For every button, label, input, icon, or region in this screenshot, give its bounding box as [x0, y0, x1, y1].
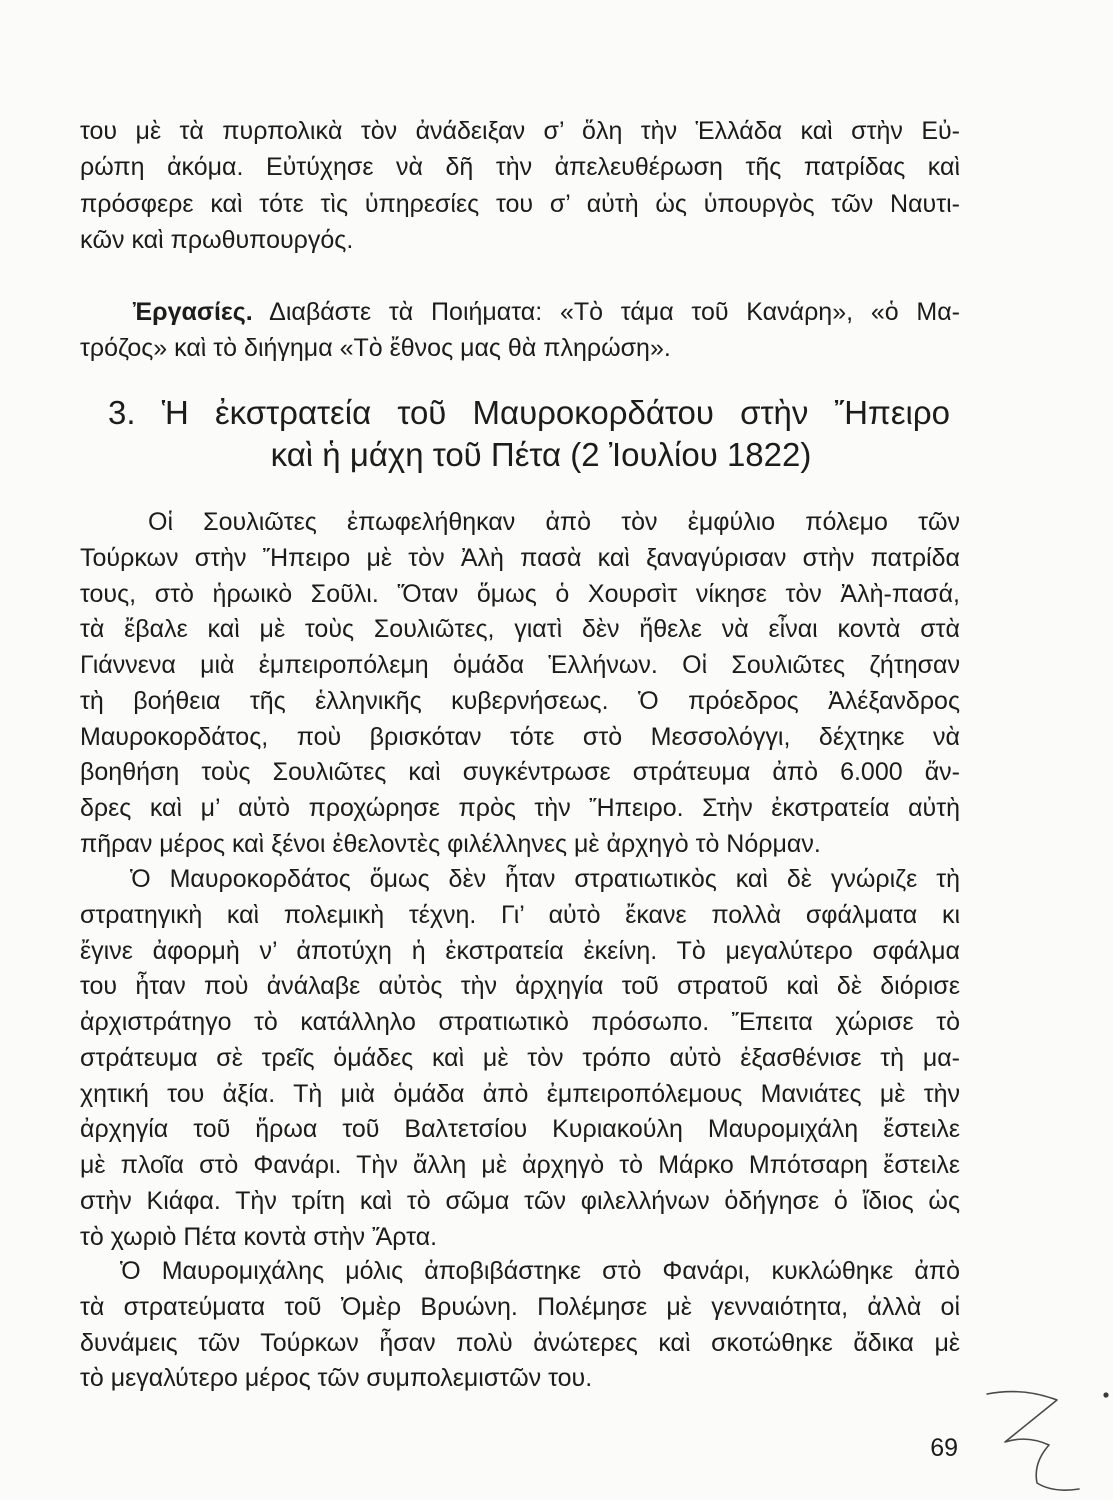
text-line: δυνάμεις τῶν Τούρκων ἦσαν πολὺ ἀνώτερες καὶ σκοτώθηκε ἄδικα μὲ [80, 1328, 960, 1357]
section-heading [80, 392, 960, 476]
text-line: πῆραν μέρος καὶ ξένοι ἐθελοντὲς φιλέλληνες μὲ ἀρχηγὸ τὸ Νόρμαν. [80, 829, 821, 858]
text-line: ρώπη ἀκόμα. Εὐτύχησε νὰ δῆ τὴν ἀπελευθέρωση τῆς πατρίδας καὶ [80, 153, 960, 182]
text-line: τους, στὸ ἡρωικὸ Σοῦλι. Ὅταν ὅμως ὁ Χουρσὶτ νίκησε τὸν Ἀλὴ-πασά, [80, 579, 960, 608]
paragraph [80, 862, 960, 1255]
text-line: στρατηγικὴ καὶ πολεμικὴ τέχνη. Γι’ αὐτὸ ἔκανε πολλὰ σφάλματα κι [80, 900, 960, 929]
text-line: του μὲ τὰ πυρπολικὰ τὸν ἀνάδειξαν σ’ ὅλη τὴν Ἑλλάδα καὶ στὴν Εὐ- [80, 117, 960, 145]
text-line: ἀρχιστράτηγο τὸ κατάλληλο στρατιωτικὸ πρόσωπο. Ἔπειτα χώρισε τὸ [80, 1008, 960, 1036]
text-line: ἀρχηγία τοῦ ἥρωα τοῦ Βαλτετσίου Κυριακούλη Μαυρομιχάλη ἔστειλε [80, 1115, 960, 1144]
text-line: Μαυροκορδάτος, ποὺ βρισκόταν τότε στὸ Μεσσολόγγι, δέχτηκε νὰ [80, 722, 960, 751]
text-line: τρόζος» καὶ τὸ διήγημα «Τὸ ἔθνος μας θὰ πληρώση». [80, 333, 671, 362]
text-line: πρόσφερε καὶ τότε τὶς ὑπηρεσίες του σ’ αὐτὴ ὡς ὑπουργὸς τῶν Ναυτι- [80, 189, 960, 218]
paragraph [80, 505, 960, 863]
heading-line: καὶ ἡ μάχη τοῦ Πέτα (2 Ἰουλίου 1822) [270, 436, 812, 473]
text-line: δρες καὶ μ’ αὐτὸ προχώρησε πρὸς τὴν Ἤπειρο. Στὴν ἐκστρατεία αὐτὴ [80, 794, 960, 822]
text-line: βοηθήση τοὺς Σουλιῶτες καὶ συγκέντρωσε στράτευμα ἀπὸ 6.000 ἄν- [80, 758, 960, 787]
text-line [80, 295, 960, 331]
paragraph [80, 1254, 960, 1397]
text-line: τὰ στρατεύματα τοῦ Ὀμὲρ Βρυώνη. Πολέμησε μὲ γενναιότητα, ἀλλὰ οἱ [80, 1292, 960, 1321]
text-line: μὲ πλοῖα στὸ Φανάρι. Τὴν ἄλλη μὲ ἀρχηγὸ τὸ Μάρκο Μπότσαρη ἔστειλε [80, 1151, 960, 1179]
text-line: τὰ ἔβαλε καὶ μὲ τοὺς Σουλιῶτες, γιατὶ δὲν ἤθελε νὰ εἶναι κοντὰ στὰ [80, 615, 960, 644]
exercises-text: Διαβάστε τὰ Ποιήματα: «Τὸ τάμα τοῦ Κανάρη», «ὁ Μα- [269, 298, 960, 326]
text-line: χητική του ἀξία. Τὴ μιὰ ὁμάδα ἀπὸ ἐμπειροπόλεμους Μανιάτες μὲ τὴν [80, 1079, 960, 1108]
intro-paragraph [80, 113, 960, 258]
text-line: Γιάννενα μιὰ ἐμπειροπόλεμη ὁμάδα Ἑλλήνων. Οἱ Σουλιῶτες ζήτησαν [80, 651, 960, 679]
text-line: τὸ χωριὸ Πέτα κοντὰ στὴν Ἄρτα. [80, 1222, 438, 1251]
text-line: κῶν καὶ πρωθυπουργός. [80, 225, 354, 254]
text-line: Οἱ Σουλιῶτες ἐπωφελήθηκαν ἀπὸ τὸν ἐμφύλιο πόλεμο τῶν [148, 508, 960, 536]
text-line: του ἦταν ποὺ ἀνάλαβε αὐτὸς τὴν ἀρχηγία τοῦ στρατοῦ καὶ δὲ διόρισε [80, 972, 960, 1001]
text-line: Τούρκων στὴν Ἤπειρο μὲ τὸν Ἀλὴ πασὰ καὶ ξαναγύρισαν στὴν πατρίδα [80, 543, 960, 572]
text-line: Ὁ Μαυροκορδάτος ὅμως δὲν ἦταν στρατιωτικὸς καὶ δὲ γνώριζε τὴ [130, 865, 960, 893]
text-line: ἔγινε ἀφορμὴ ν’ ἀποτύχη ἡ ἐκστρατεία ἐκείνη. Τὸ μεγαλύτερο σφάλμα [80, 936, 960, 965]
heading-line: 3. Ἡ ἐκστρατεία τοῦ Μαυροκορδάτου στὴν Ἤπειρο [108, 394, 950, 431]
page-number: 69 [930, 1434, 958, 1462]
text-line: τὸ μεγαλύτερο μέρος τῶν συμπολεμιστῶν του. [80, 1364, 593, 1393]
text-line: στὴν Κιάφα. Τὴν τρίτη καὶ τὸ σῶμα τῶν φιλελλήνων ὁδήγησε ὁ ἴδιος ὡς [80, 1186, 960, 1215]
exercises-label: Ἐργασίες. [133, 298, 253, 326]
exercises-paragraph [80, 295, 960, 366]
text-line: τὴ βοήθεια τῆς ἑλληνικῆς κυβερνήσεως. Ὁ πρόεδρος Ἀλέξανδρος [80, 686, 960, 715]
text-line: στράτευμα σὲ τρεῖς ὁμάδες καὶ μὲ τὸν τρόπο αὐτὸ ἐξασθένισε τὴ μα- [80, 1043, 960, 1072]
handwritten-mark [975, 1385, 1113, 1500]
text-line: Ὁ Μαυρομιχάλης μόλις ἀποβιβάστηκε στὸ Φανάρι, κυκλώθηκε ἀπὸ [120, 1257, 960, 1285]
